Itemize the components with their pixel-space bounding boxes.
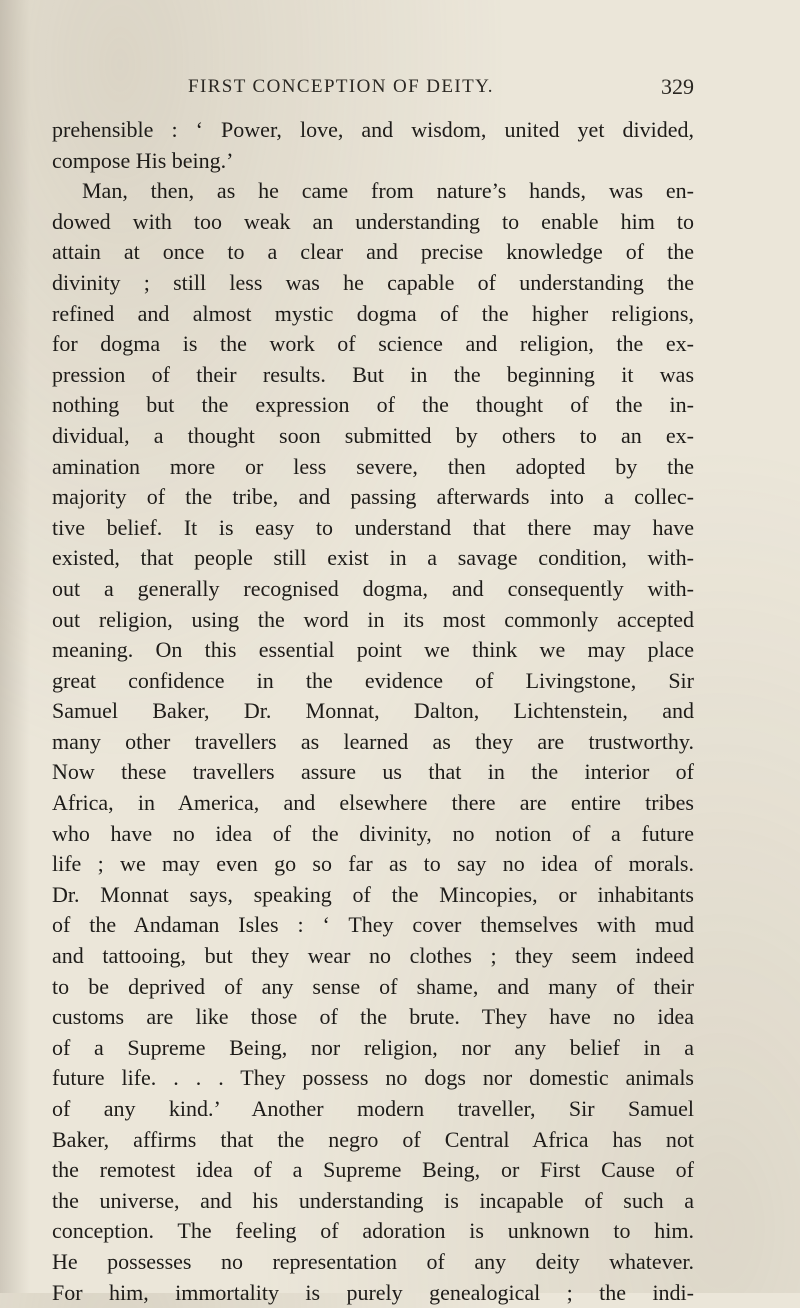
text-line: out a generally recognised dogma, and consequently with- xyxy=(52,575,694,601)
text-line: who have no idea of the divinity, no notion of a future xyxy=(52,820,694,846)
body-text xyxy=(52,115,694,1308)
text-line: prehensible : ‘ Power, love, and wisdom, united yet divided, xyxy=(52,117,694,142)
text-line: tive belief. It is easy to understand that there may have xyxy=(52,514,694,540)
text-line: and tattooing, but they wear no clothes ; they seem indeed xyxy=(52,943,694,969)
text-line: Samuel Baker, Dr. Monnat, Dalton, Lichtenstein, and xyxy=(52,698,694,724)
running-title: FIRST CONCEPTION OF DEITY. xyxy=(188,76,494,97)
text-line: the universe, and his understanding is incapable of such a xyxy=(52,1187,694,1213)
text-line: amination more or less severe, then adopted by the xyxy=(52,453,694,479)
text-line: future life. . . . They possess no dogs nor domestic animals xyxy=(52,1065,694,1091)
text-line: pression of their results. But in the beginning it was xyxy=(52,361,694,387)
text-line: customs are like those of the brute. They have no idea xyxy=(52,1004,694,1030)
page-number: 329 xyxy=(661,74,694,99)
text-line: nothing but the expression of the thought of the in- xyxy=(52,392,694,418)
running-head xyxy=(188,76,694,106)
text-line: Man, then, as he came from nature’s hands, was en- xyxy=(82,178,694,204)
text-line: for dogma is the work of science and religion, the ex- xyxy=(52,331,694,357)
text-line: to be deprived of any sense of shame, and many of their xyxy=(52,973,694,999)
text-line: out religion, using the word in its most commonly accepted xyxy=(52,606,694,632)
text-line: Baker, affirms that the negro of Central Africa has not xyxy=(52,1126,694,1152)
spine-shadow xyxy=(0,0,30,1293)
text-line: attain at once to a clear and precise knowledge of the xyxy=(52,239,694,265)
text-line: Africa, in America, and elsewhere there are entire tribes xyxy=(52,790,694,816)
text-line: compose His being.’ xyxy=(52,147,234,173)
text-line: refined and almost mystic dogma of the higher religions, xyxy=(52,300,694,326)
text-line: of the Andaman Isles : ‘ They cover themselves with mud xyxy=(52,912,694,938)
text-line: He possesses no representation of any deity whatever. xyxy=(52,1248,694,1274)
text-line: existed, that people still exist in a savage condition, with- xyxy=(52,545,694,571)
text-line: dowed with too weak an understanding to enable him to xyxy=(52,208,694,234)
text-line: of a Supreme Being, nor religion, nor any belief in a xyxy=(52,1034,694,1060)
text-line: divinity ; still less was he capable of understanding the xyxy=(52,269,694,295)
text-line: Now these travellers assure us that in the interior of xyxy=(52,759,694,785)
text-line: the remotest idea of a Supreme Being, or First Cause of xyxy=(52,1157,694,1183)
text-line: conception. The feeling of adoration is unknown to him. xyxy=(52,1218,694,1244)
text-line: majority of the tribe, and passing afterwards into a collec- xyxy=(52,484,694,510)
text-line: For him, immortality is purely genealogical ; the indi- xyxy=(52,1279,694,1305)
text-line: dividual, a thought soon submitted by others to an ex- xyxy=(52,422,694,448)
text-line: many other travellers as learned as they are trustworthy. xyxy=(52,728,694,754)
text-line: life ; we may even go so far as to say no idea of morals. xyxy=(52,851,694,877)
text-line: of any kind.’ Another modern traveller, Sir Samuel xyxy=(52,1096,694,1121)
text-line: Dr. Monnat says, speaking of the Mincopies, or inhabitants xyxy=(52,881,694,907)
text-line: great confidence in the evidence of Livingstone, Sir xyxy=(52,667,694,693)
text-line: meaning. On this essential point we think we may place xyxy=(52,637,694,663)
